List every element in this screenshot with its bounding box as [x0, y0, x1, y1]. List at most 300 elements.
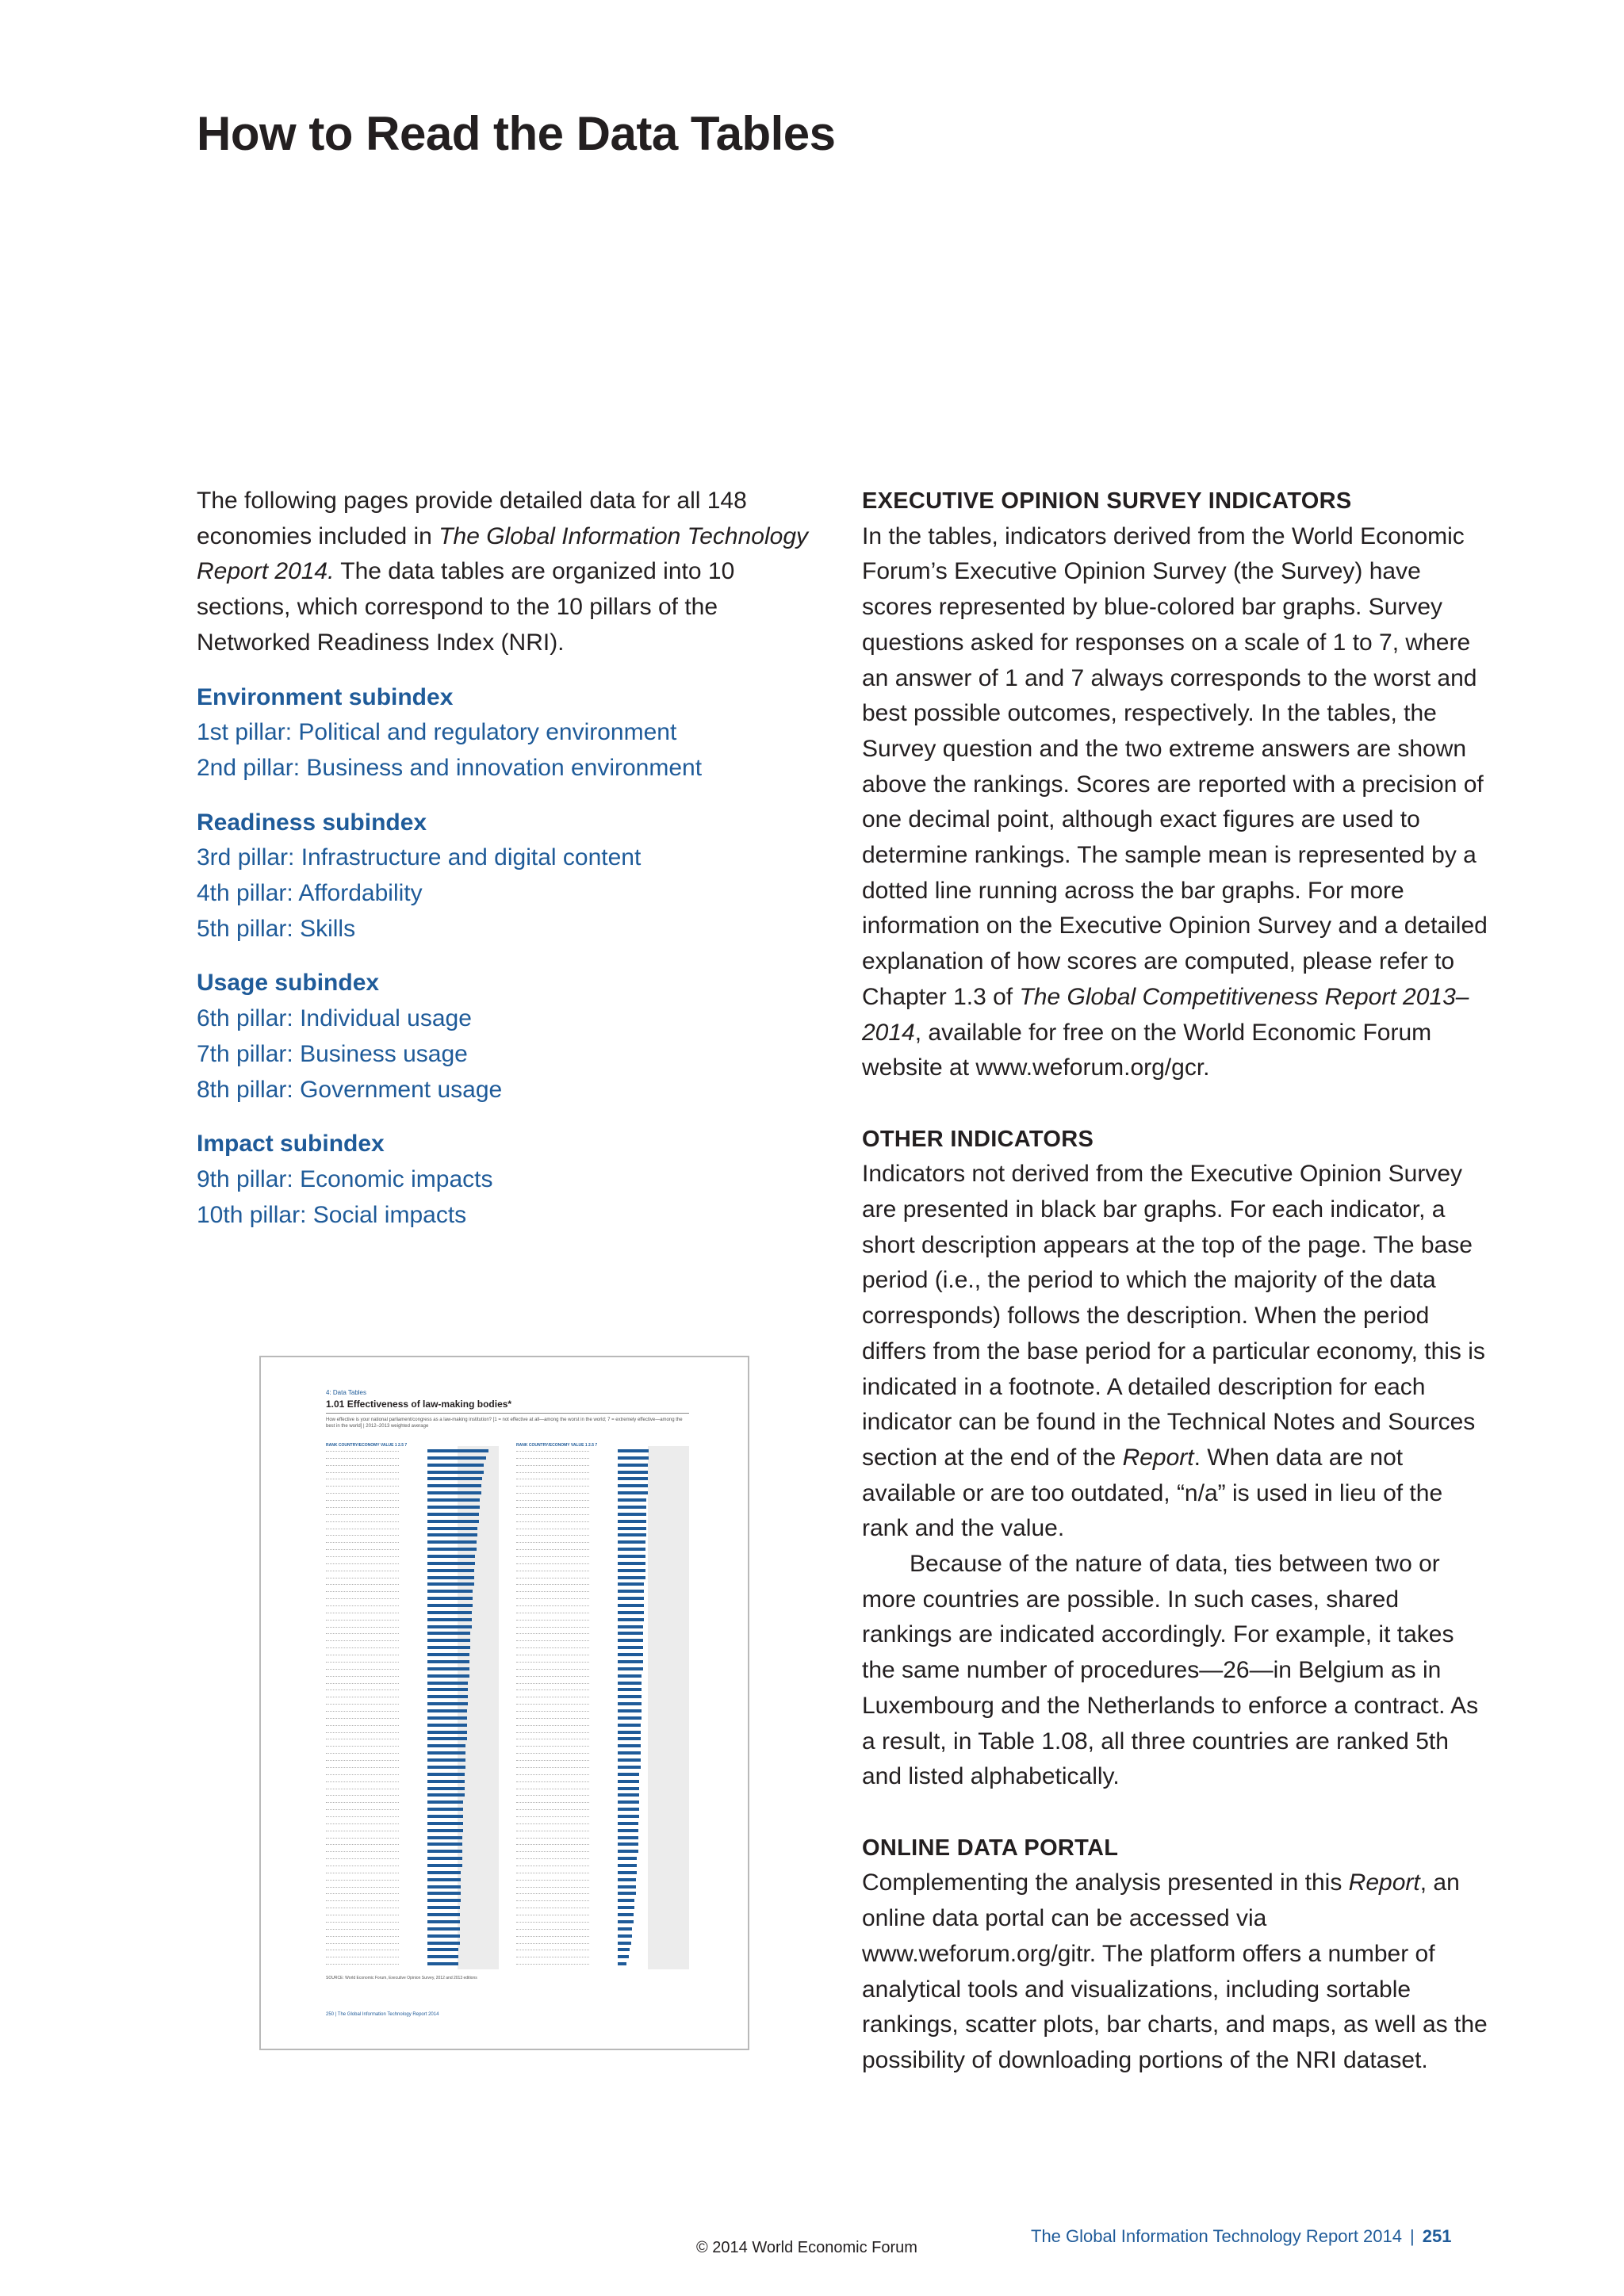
thumbnail-row	[516, 1527, 691, 1530]
thumbnail-bar	[427, 1667, 469, 1670]
thumbnail-bar	[618, 1491, 648, 1494]
thumbnail-row	[326, 1709, 500, 1712]
subindex-impact	[197, 1127, 815, 1233]
pillar-1: 1st pillar: Political and regulatory environment	[197, 719, 677, 746]
thumbnail-row	[326, 1899, 500, 1902]
thumbnail-row	[326, 1449, 500, 1452]
thumbnail-bar	[618, 1709, 642, 1712]
thumbnail-row-label	[326, 1781, 399, 1784]
eos-paragraph	[862, 519, 1488, 1086]
thumbnail-bar	[618, 1604, 644, 1607]
thumbnail-row	[516, 1471, 691, 1474]
thumbnail-bar	[618, 1836, 638, 1839]
thumbnail-row	[516, 1934, 691, 1938]
thumbnail-header-right: RANK COUNTRY/ECONOMY VALUE 1 2.5 7	[516, 1443, 598, 1448]
thumbnail-bar	[427, 1787, 465, 1790]
thumbnail-row	[326, 1682, 500, 1685]
thumbnail-row	[326, 1913, 500, 1916]
thumbnail-bar	[618, 1927, 632, 1931]
thumbnail-row	[516, 1464, 691, 1467]
thumbnail-row	[326, 1533, 500, 1536]
thumbnail-bar	[427, 1962, 458, 1965]
thumbnail-row-label	[326, 1535, 399, 1537]
thumbnail-row	[516, 1793, 691, 1797]
thumbnail-row-label	[516, 1774, 589, 1777]
thumbnail-row	[516, 1555, 691, 1558]
thumbnail-row-label	[326, 1556, 399, 1559]
thumbnail-bar	[618, 1724, 641, 1727]
thumbnail-row	[326, 1927, 500, 1931]
thumbnail-bar	[427, 1709, 467, 1712]
thumbnail-bar	[618, 1576, 645, 1579]
subindex-readiness	[197, 806, 815, 947]
thumbnail-row-label	[516, 1957, 589, 1959]
portal-paragraph	[862, 1866, 1488, 2078]
spacer	[862, 1086, 1488, 1122]
thumbnail-bar	[427, 1815, 463, 1818]
thumbnail-bar	[427, 1660, 469, 1663]
thumbnail-row	[516, 1597, 691, 1600]
thumbnail-row-label	[326, 1838, 399, 1840]
thumbnail-row-label	[516, 1689, 589, 1692]
thumbnail-row	[326, 1562, 500, 1565]
thumbnail-row-label	[326, 1479, 399, 1481]
thumbnail-row-label	[516, 1598, 589, 1601]
thumbnail-row-label	[326, 1549, 399, 1552]
thumbnail-row	[326, 1555, 500, 1558]
thumbnail-row	[326, 1597, 500, 1600]
thumbnail-bar	[618, 1702, 642, 1705]
thumbnail-row-label	[516, 1549, 589, 1552]
thumbnail-bar	[427, 1773, 465, 1776]
thumbnail-bar	[427, 1766, 465, 1769]
thumbnail-row-label	[326, 1627, 399, 1629]
thumbnail-bar	[618, 1808, 639, 1811]
thumbnail-bar	[618, 1540, 645, 1544]
thumbnail-row-label	[516, 1662, 589, 1664]
thumbnail-bar	[427, 1506, 480, 1509]
thumbnail-row	[516, 1800, 691, 1804]
thumbnail-row-label	[326, 1851, 399, 1854]
thumbnail-bar	[427, 1948, 458, 1951]
thumbnail-bar	[427, 1674, 469, 1678]
ties-paragraph: Because of the nature of data, ties between two or more countries are possible. In such cases, shared rankings are indicated accordingly. For example, it takes the same number of procedures—26—in Belgium as in Luxembourg and the Netherlands to enforce a contract. As a result, in Table 1.08, all three countries are ranked 5th and listed alphabetically.	[862, 1551, 1479, 1790]
thumbnail-row	[516, 1709, 691, 1712]
thumbnail-row-label	[516, 1542, 589, 1544]
thumbnail-row-label	[326, 1655, 399, 1657]
thumbnail-row	[516, 1618, 691, 1621]
thumbnail-row	[326, 1674, 500, 1678]
thumbnail-row-label	[326, 1591, 399, 1594]
thumbnail-row	[516, 1787, 691, 1790]
pillar-8: 8th pillar: Government usage	[197, 1076, 503, 1103]
footer-copyright: © 2014 World Economic Forum	[696, 2239, 917, 2256]
thumbnail-row	[516, 1737, 691, 1740]
other-heading: OTHER INDICATORS	[862, 1126, 1094, 1152]
thumbnail-row	[326, 1464, 500, 1467]
thumbnail-row-label	[516, 1915, 589, 1917]
thumbnail-row	[516, 1878, 691, 1881]
thumbnail-bar	[427, 1456, 486, 1460]
thumbnail-row	[516, 1520, 691, 1523]
thumbnail-row-label	[326, 1732, 399, 1735]
thumbnail-bar	[618, 1793, 639, 1797]
thumbnail-bar	[618, 1555, 645, 1558]
thumbnail-row-label	[326, 1704, 399, 1706]
thumbnail-bar	[427, 1695, 468, 1698]
thumbnail-row	[516, 1533, 691, 1536]
thumbnail-row	[326, 1751, 500, 1755]
thumbnail-row	[326, 1632, 500, 1635]
thumbnail-row-label	[326, 1823, 399, 1826]
thumbnail-row-label	[516, 1767, 589, 1770]
thumbnail-row-label	[326, 1662, 399, 1664]
thumbnail-row	[326, 1808, 500, 1811]
thumbnail-row-label	[516, 1943, 589, 1946]
thumbnail-row	[326, 1948, 500, 1951]
thumbnail-bar	[618, 1562, 645, 1565]
thumbnail-row	[326, 1787, 500, 1790]
thumbnail-bar	[618, 1942, 631, 1945]
thumbnail-row	[326, 1484, 500, 1487]
thumbnail-row	[516, 1582, 691, 1586]
thumbnail-row-label	[516, 1563, 589, 1566]
thumbnail-row-label	[516, 1493, 589, 1495]
thumbnail-row-label	[516, 1789, 589, 1791]
thumbnail-row	[326, 1962, 500, 1965]
thumbnail-row	[516, 1646, 691, 1649]
thumbnail-row-label	[516, 1732, 589, 1735]
thumbnail-row-label	[516, 1571, 589, 1573]
thumbnail-row	[516, 1660, 691, 1663]
pillar-3: 3rd pillar: Infrastructure and digital content	[197, 844, 642, 871]
thumbnail-bar	[427, 1836, 462, 1839]
thumbnail-row-label	[516, 1605, 589, 1608]
thumbnail-bar	[618, 1773, 639, 1776]
thumbnail-row-label	[326, 1950, 399, 1952]
thumbnail-row-label	[516, 1647, 589, 1650]
thumbnail-row	[516, 1625, 691, 1628]
thumbnail-bar	[427, 1513, 479, 1516]
thumbnail-row-label	[516, 1584, 589, 1586]
thumbnail-row	[326, 1737, 500, 1740]
thumbnail-row	[326, 1885, 500, 1888]
thumbnail-row-label	[516, 1711, 589, 1713]
thumbnail-bar	[427, 1632, 470, 1635]
thumbnail-row-label	[326, 1802, 399, 1804]
thumbnail-bar	[618, 1885, 636, 1888]
pillar-4: 4th pillar: Affordability	[197, 880, 423, 907]
thumbnail-row-label	[326, 1809, 399, 1812]
thumbnail-bar	[427, 1744, 465, 1747]
thumbnail-row	[326, 1477, 500, 1480]
thumbnail-row-label	[326, 1472, 399, 1475]
thumbnail-bar	[427, 1808, 463, 1811]
thumbnail-row-label	[326, 1873, 399, 1875]
other-report-word: Report	[1122, 1444, 1194, 1471]
thumbnail-bar	[618, 1548, 645, 1551]
thumbnail-bar	[618, 1955, 629, 1958]
thumbnail-row	[516, 1843, 691, 1846]
thumbnail-row	[326, 1892, 500, 1895]
thumbnail-row-label	[516, 1535, 589, 1537]
thumbnail-row	[516, 1948, 691, 1951]
thumbnail-bar	[427, 1885, 461, 1888]
pillar-6: 6th pillar: Individual usage	[197, 1005, 472, 1032]
thumbnail-row	[326, 1780, 500, 1783]
thumbnail-row	[516, 1836, 691, 1839]
thumbnail-bar	[427, 1724, 467, 1727]
thumbnail-row-label	[326, 1598, 399, 1601]
thumbnail-row-label	[516, 1922, 589, 1924]
thumbnail-row	[516, 1716, 691, 1720]
thumbnail-row	[516, 1850, 691, 1853]
thumbnail-bar	[427, 1582, 474, 1586]
portal-report-word: Report	[1348, 1869, 1420, 1896]
thumbnail-row	[326, 1871, 500, 1874]
thumbnail-row-label	[516, 1831, 589, 1833]
thumbnail-bar	[427, 1927, 460, 1931]
thumbnail-row-label	[326, 1500, 399, 1502]
thumbnail-bar	[618, 1934, 632, 1938]
thumbnail-bar	[427, 1498, 480, 1502]
thumbnail-row-label	[516, 1858, 589, 1861]
thumbnail-row-label	[516, 1866, 589, 1868]
thumbnail-row	[516, 1569, 691, 1572]
thumbnail-row-label	[326, 1943, 399, 1946]
thumbnail-bar	[618, 1815, 639, 1818]
thumbnail-row-label	[326, 1831, 399, 1833]
thumbnail-row-label	[516, 1936, 589, 1938]
thumbnail-bar	[618, 1731, 641, 1734]
thumbnail-row-label	[326, 1620, 399, 1622]
thumbnail-bar	[618, 1899, 634, 1902]
subindex-usage	[197, 966, 815, 1108]
thumbnail-row-label	[516, 1507, 589, 1510]
thumbnail-row	[516, 1548, 691, 1551]
thumbnail-bar	[618, 1456, 649, 1460]
thumbnail-bar	[618, 1878, 636, 1881]
thumbnail-row	[516, 1604, 691, 1607]
thumbnail-row	[326, 1758, 500, 1762]
thumbnail-row-label	[516, 1893, 589, 1896]
thumbnail-bar	[618, 1766, 641, 1769]
thumbnail-row	[326, 1569, 500, 1572]
thumbnail-row	[326, 1590, 500, 1593]
thumbnail-row	[516, 1780, 691, 1783]
thumbnail-row-label	[516, 1479, 589, 1481]
thumbnail-bar	[427, 1878, 461, 1881]
thumbnail-row-label	[326, 1697, 399, 1699]
thumbnail-row-label	[326, 1866, 399, 1868]
thumbnail-row-label	[516, 1950, 589, 1952]
thumbnail-row-label	[326, 1725, 399, 1728]
thumbnail-row-label	[326, 1676, 399, 1678]
thumbnail-bar	[618, 1913, 634, 1916]
thumbnail-row-label	[326, 1936, 399, 1938]
thumbnail-bar	[427, 1464, 484, 1467]
thumbnail-row-label	[326, 1880, 399, 1882]
thumbnail-row-label	[326, 1957, 399, 1959]
thumbnail-row	[516, 1695, 691, 1698]
footer-report	[1031, 2226, 1451, 2247]
thumbnail-bars-left	[326, 1449, 500, 1969]
thumbnail-row-label	[516, 1908, 589, 1910]
thumbnail-bar	[427, 1562, 475, 1565]
thumbnail-row-label	[516, 1613, 589, 1615]
thumbnail-row	[326, 1942, 500, 1945]
thumbnail-row	[516, 1484, 691, 1487]
thumbnail-row	[326, 1646, 500, 1649]
thumbnail-bar	[427, 1533, 477, 1536]
intro-text: The following pages provide detailed data for all 148 economies included in	[197, 488, 747, 549]
thumbnail-bar	[618, 1695, 642, 1698]
thumbnail-row-label	[516, 1809, 589, 1812]
thumbnail-row	[326, 1513, 500, 1516]
thumbnail-bar	[618, 1590, 644, 1593]
thumbnail-row	[326, 1850, 500, 1853]
thumbnail-row-label	[516, 1900, 589, 1903]
thumbnail-bar	[618, 1477, 648, 1480]
eos-report-title: The Global Competitiveness Report 2013–2014	[862, 983, 1469, 1046]
thumbnail-bar	[618, 1822, 638, 1825]
thumbnail-row	[326, 1667, 500, 1670]
thumbnail-row-label	[516, 1873, 589, 1875]
intro-text-2: The data tables are organized into 10 sections, which correspond to the 10 pillars of the Networked Readiness Index (NRI).	[197, 558, 735, 656]
other-text: Indicators not derived from the Executive Opinion Survey are presented in black bar graphs. For each indicator, a short description appears at the top of the page. The base period (i.e., the period to which the majority of the data corresponds) follows the description. When the period differs from the base period for a particular economy, this is indicated in a footnote. A detailed description for each indicator can be found in the Technical Notes and Sources section at the end of the	[862, 1161, 1485, 1471]
thumbnail-bar	[427, 1892, 461, 1895]
thumbnail-row	[326, 1456, 500, 1460]
thumbnail-row	[516, 1766, 691, 1769]
thumbnail-row	[516, 1724, 691, 1727]
thumbnail-bar	[427, 1449, 488, 1452]
thumbnail-row-label	[326, 1767, 399, 1770]
thumbnail-bar	[427, 1569, 474, 1572]
thumbnail-row-label	[516, 1683, 589, 1686]
thumbnail-row	[516, 1815, 691, 1818]
thumbnail-row	[326, 1491, 500, 1494]
thumbnail-row-label	[326, 1647, 399, 1650]
right-column	[862, 484, 1488, 2079]
thumbnail-row-label	[326, 1521, 399, 1524]
subindex-title: Environment subindex	[197, 683, 454, 710]
pillar-9: 9th pillar: Economic impacts	[197, 1165, 493, 1192]
eos-text: In the tables, indicators derived from the World Economic Forum’s Executive Opinion Survey (the Survey) have scores represented by blue-colored bar graphs. Survey questions asked for responses on a scale of 1 to 7, where an answer of 1 and 7 always corresponds to the worst and best possible outcomes, respectively. In the tables, the Survey question and the two extreme answers are shown above the rankings. Scores are reported with a precision of one decimal point, although exact figures are used to determine rankings. The sample mean is represented by a dotted line running across the bar graphs. For more information on the Executive Opinion Survey and a detailed explanation of how scores are computed, please refer to Chapter 1.3 of	[862, 522, 1488, 1010]
thumbnail-row-label	[516, 1451, 589, 1453]
thumbnail-header-left: RANK COUNTRY/ECONOMY VALUE 1 2.5 7	[326, 1443, 408, 1448]
thumbnail-row-label	[516, 1887, 589, 1889]
thumbnail-row	[516, 1667, 691, 1670]
thumbnail-bar	[427, 1731, 467, 1734]
thumbnail-row	[326, 1934, 500, 1938]
thumbnail-bar	[427, 1477, 482, 1480]
thumbnail-bar	[427, 1793, 465, 1797]
thumbnail-row-label	[326, 1507, 399, 1510]
thumbnail-row	[326, 1878, 500, 1881]
thumbnail-bar	[618, 1506, 646, 1509]
thumbnail-row-label	[326, 1633, 399, 1636]
thumbnail-row	[326, 1843, 500, 1846]
thumbnail-row	[326, 1625, 500, 1628]
thumbnail-row-label	[516, 1669, 589, 1671]
thumbnail-bar	[427, 1576, 474, 1579]
thumbnail-bar	[427, 1800, 463, 1804]
thumbnail-bar	[618, 1744, 641, 1747]
thumbnail-bar	[618, 1892, 636, 1895]
thumbnail-bar	[618, 1962, 626, 1965]
thumbnail-row	[516, 1513, 691, 1516]
thumbnail-row	[516, 1491, 691, 1494]
thumbnail-bar	[427, 1920, 460, 1923]
thumbnail-row-label	[326, 1887, 399, 1889]
thumbnail-row-label	[516, 1781, 589, 1784]
thumbnail-row	[326, 1688, 500, 1691]
thumbnail-row-label	[326, 1893, 399, 1896]
thumbnail-row-label	[516, 1529, 589, 1531]
thumbnail-bar	[618, 1682, 642, 1685]
thumbnail-row	[516, 1611, 691, 1614]
intro-paragraph	[197, 484, 815, 661]
thumbnail-bar	[427, 1540, 477, 1544]
thumbnail-row	[326, 1766, 500, 1769]
thumbnail-row-label	[326, 1718, 399, 1720]
thumbnail-row	[516, 1506, 691, 1509]
thumbnail-row-label	[326, 1542, 399, 1544]
thumbnail-bar	[427, 1639, 470, 1642]
thumbnail-row	[516, 1688, 691, 1691]
thumbnail-footer: 250 | The Global Information Technology Report 2014	[326, 2012, 439, 2017]
thumbnail-row	[326, 1582, 500, 1586]
page-number: 251	[1422, 2226, 1452, 2246]
thumbnail-row	[326, 1800, 500, 1804]
thumbnail-bar	[618, 1632, 643, 1635]
thumbnail-row-label	[326, 1689, 399, 1692]
thumbnail-row	[326, 1822, 500, 1825]
subindex-title: Impact subindex	[197, 1131, 385, 1158]
thumbnail-bar	[618, 1484, 648, 1487]
thumbnail-bar	[618, 1674, 642, 1678]
thumbnail-section-label: 4: Data Tables	[326, 1389, 366, 1396]
portal-heading: ONLINE DATA PORTAL	[862, 1835, 1119, 1861]
thumbnail-question: How effective is your national parliament/congress as a law-making institution? [1 = not effective at all—among the worst in the world; 7 = extremely effective—among the best in the world] | 2012–2013 weighted average	[326, 1418, 683, 1429]
thumbnail-row	[516, 1885, 691, 1888]
thumbnail-row-label	[516, 1500, 589, 1502]
thumbnail-row	[326, 1695, 500, 1698]
thumbnail-row-label	[516, 1964, 589, 1966]
thumbnail-bar	[427, 1955, 458, 1958]
thumbnail-row	[516, 1927, 691, 1931]
thumbnail-row-label	[326, 1711, 399, 1713]
thumbnail-row	[516, 1773, 691, 1776]
thumbnail-row-label	[326, 1774, 399, 1777]
thumbnail-bar	[427, 1871, 461, 1874]
thumbnail-row	[326, 1618, 500, 1621]
thumbnail-row	[516, 1744, 691, 1747]
thumbnail-row-label	[326, 1795, 399, 1797]
thumbnail-bar	[427, 1716, 467, 1720]
thumbnail-bar	[618, 1906, 634, 1909]
footer-separator: |	[1410, 2226, 1415, 2246]
thumbnail-row	[516, 1962, 691, 1965]
thumbnail-row	[326, 1857, 500, 1860]
thumbnail-bar	[618, 1513, 646, 1516]
thumbnail-bar	[618, 1716, 642, 1720]
thumbnail-row	[516, 1590, 691, 1593]
thumbnail-row	[516, 1758, 691, 1762]
thumbnail-row-label	[516, 1718, 589, 1720]
thumbnail-row-label	[516, 1753, 589, 1755]
thumbnail-row-label	[326, 1844, 399, 1846]
